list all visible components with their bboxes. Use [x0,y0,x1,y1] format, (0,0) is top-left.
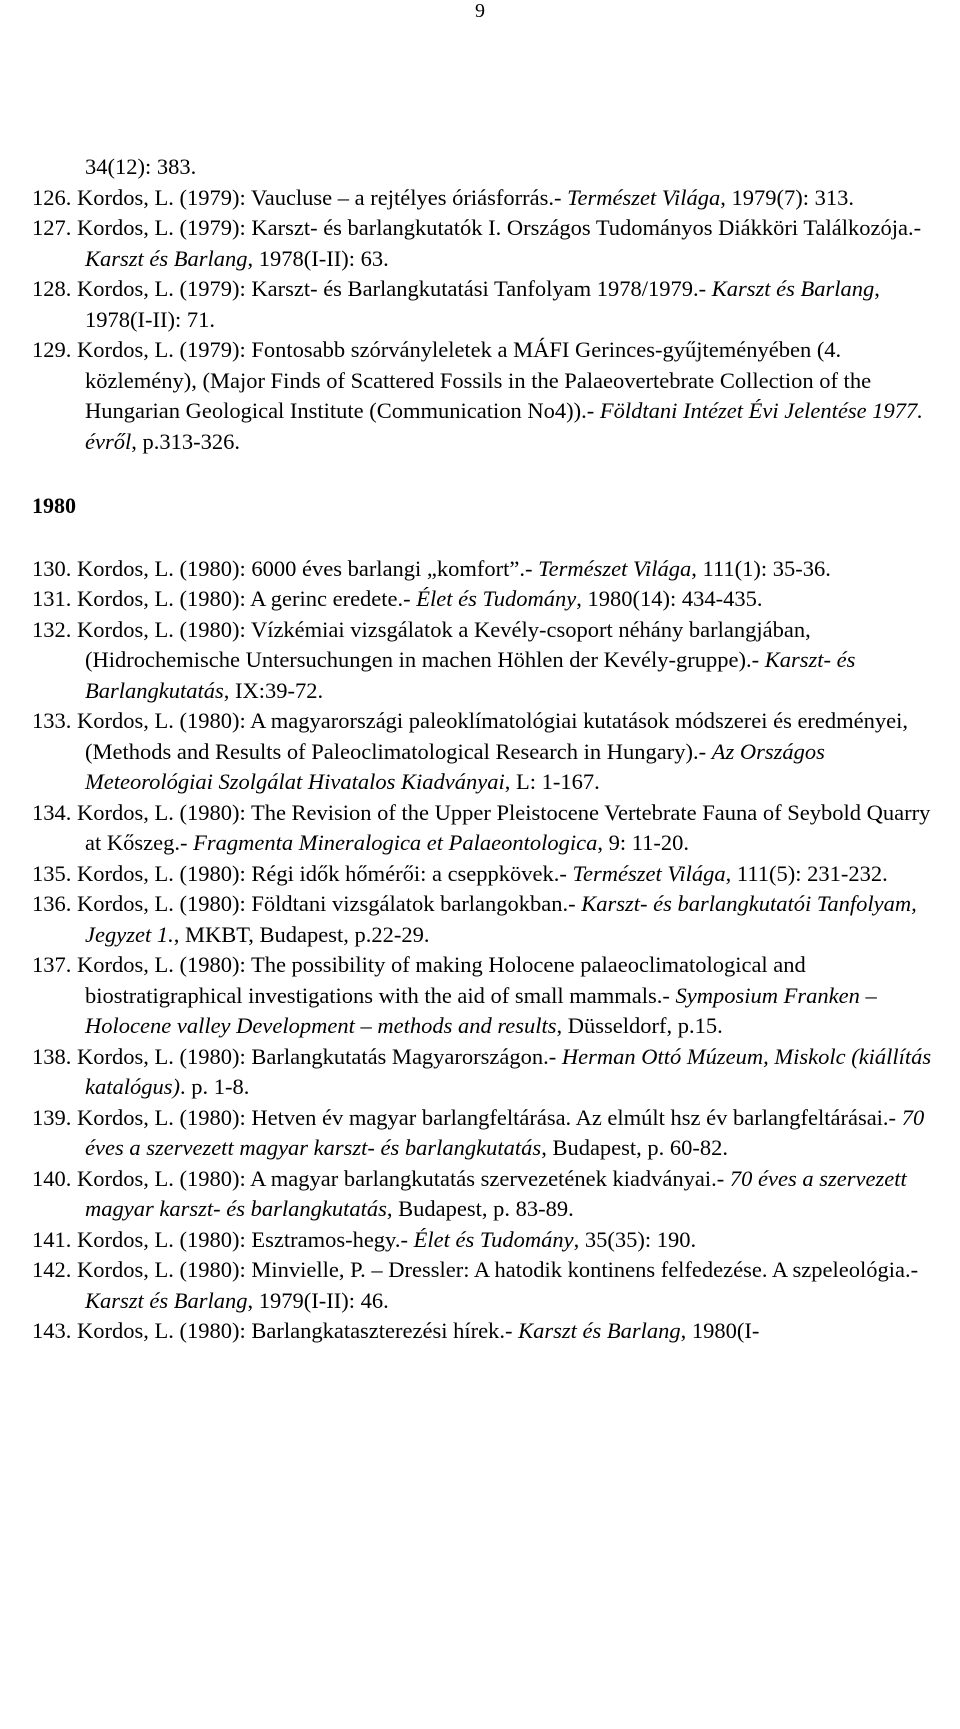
bibliography-entry [32,584,942,615]
entry-source: Fragmenta Mineralogica et Palaeontologica [193,830,598,855]
entry-citation: , 111(1): 35-36. [691,555,831,581]
entry-text: 136. Kordos, L. (1980): Földtani vizsgálatok barlangokban.- [32,891,582,916]
entry-citation: , p.313-326. [131,428,240,454]
bibliography-entry [32,889,942,950]
bibliography-entry [32,1164,942,1225]
entry-source: Karszt és Barlang [711,276,875,301]
bibliography-entry [32,183,942,214]
entry-source: 70 éves a szervezett magyar karszt- és barlangkutatás [85,1165,907,1221]
entry-source: Természet Világa [538,555,692,581]
entry-text: 141. Kordos, L. (1980): Esztramos-hegy.- [32,1226,414,1252]
entry-source: Földtani Intézet Évi Jelentése 1977. évről [85,398,923,454]
bibliography-entry [32,798,942,859]
entry-citation: , Budapest, p. 83-89. [386,1196,574,1221]
entry-text: 140. Kordos, L. (1980): A magyar barlangkutatás szervezetének kiadványai.- [32,1165,730,1191]
entry-citation: , 1978(I-II): 71. [85,276,880,332]
continuation-line: 34(12): 383. [85,154,197,179]
entry-text: 127. Kordos, L. (1979): Karszt- és barlangkutatók I. Országos Tudományos Diákköri Találkozója.- [32,215,922,240]
entry-source: Karszt és Barlang [85,1287,248,1313]
bibliography-entry [32,554,942,585]
entry-source: Karszt- és barlangkutatói Tanfolyam, Jegyzet 1. [85,891,917,947]
bibliography-entry [32,1255,942,1316]
bibliography-entry [32,1316,942,1347]
entry-citation: , Budapest, p. 60-82. [541,1135,729,1160]
entry-text: 128. Kordos, L. (1979): Karszt- és Barlangkutatási Tanfolyam 1978/1979.- [32,276,712,301]
bibliography-entry [32,213,942,274]
entries-1980 [32,554,942,1347]
entry-source: Élet és Tudomány [413,1226,574,1252]
entry-citation: , L: 1-167. [504,769,600,794]
entry-citation: , 1980(I- [680,1318,760,1343]
entry-source: Symposium Franken – Holocene valley Development – methods and results [85,982,877,1038]
entries-1979 [32,183,942,458]
entry-source: Karszt és Barlang [518,1318,681,1343]
bibliography-entry [32,859,942,890]
bibliography-entry [32,950,942,1042]
entry-text: 129. Kordos, L. (1979): Fontosabb szórványleletek a MÁFI Gerinces-gyűjteményében (4. közlemény), (Major Finds of Scattered Fossils in the Palaeovertebrate Collection of the Hungarian Geological Institute (Communication No4)).- [32,337,872,423]
entry-citation: , Düsseldorf, p.15. [556,1013,723,1038]
bibliography-entry [32,706,942,798]
entry-citation: , 111(5): 231-232. [725,860,888,886]
entry-text: 134. Kordos, L. (1980): The Revision of the Upper Pleistocene Vertebrate Fauna of Seybold Quarry at Kőszeg.- [32,799,931,855]
bibliography-entry [32,274,942,335]
entry-citation: , 9: 11-20. [597,830,690,855]
year-heading: 1980 [32,493,76,518]
entry-text: 126. Kordos, L. (1979): Vaucluse – a rejtélyes óriásforrás.- [32,184,568,210]
entry-text: 138. Kordos, L. (1980): Barlangkutatás Magyarországon.- [32,1043,562,1069]
entry-text: 139. Kordos, L. (1980): Hetven év magyar barlangfeltárása. Az elmúlt hsz év barlangfeltárásai.- [32,1104,902,1130]
entry-citation: , 1980(14): 434-435. [576,586,763,611]
bibliography-entry [32,1103,942,1164]
entry-text: 137. Kordos, L. (1980): The possibility of making Holocene palaeoclimatological and biostratigraphical investigations with the aid of small mammals.- [32,952,806,1008]
entry-source: Élet és Tudomány [416,586,577,611]
bibliography-entry [32,1042,942,1103]
entry-text: 135. Kordos, L. (1980): Régi idők hőmérői: a cseppkövek.- [32,860,573,886]
bibliography-list [32,152,942,1347]
entry-text: 133. Kordos, L. (1980): A magyarországi paleoklímatológiai kutatások módszerei és eredményei, (Methods and Results of Paleoclimatological Research in Hungary).- [32,708,909,764]
entry-text: 132. Kordos, L. (1980): Vízkémiai vizsgálatok a Kevély-csoport néhány barlangjában, (Hidrochemische Untersuchungen in machen Höhlen der Kevély-gruppe).- [32,616,811,672]
entry-citation: . p. 1-8. [180,1074,250,1099]
bibliography-entry [32,335,942,457]
entry-citation: , IX:39-72. [223,677,324,703]
entry-source: 70 éves a szervezett magyar karszt- és barlangkutatás [85,1104,925,1160]
entry-citation: , 1979(I-II): 46. [247,1287,389,1313]
entry-text: 131. Kordos, L. (1980): A gerinc eredete.- [32,586,417,611]
entry-text: 143. Kordos, L. (1980): Barlangkataszterezési hírek.- [32,1318,519,1343]
entry-source: Karszt és Barlang [85,245,248,271]
entry-citation: , MKBT, Budapest, p.22-29. [173,921,430,947]
entry-citation: , 1979(7): 313. [720,184,854,210]
entry-source: Természet Világa [567,184,721,210]
bibliography-entry [32,615,942,707]
entry-source: Karszt- és Barlangkutatás [85,647,856,703]
entry-text: 142. Kordos, L. (1980): Minvielle, P. – Dressler: A hatodik kontinens felfedezése. A szpeleológia.- [32,1257,919,1282]
entry-source: Az Országos Meteorológiai Szolgálat Hivatalos Kiadványai [85,738,825,794]
bibliography-entry [32,1225,942,1256]
entry-source: Természet Világa [572,860,726,886]
entry-text: 130. Kordos, L. (1980): 6000 éves barlangi „komfort”.- [32,555,539,581]
entry-citation: , 35(35): 190. [573,1226,697,1252]
page-number: 9 [475,0,485,22]
entry-citation: , 1978(I-II): 63. [247,245,389,271]
entry-source: Herman Ottó Múzeum, Miskolc (kiállítás katalógus) [85,1043,932,1099]
